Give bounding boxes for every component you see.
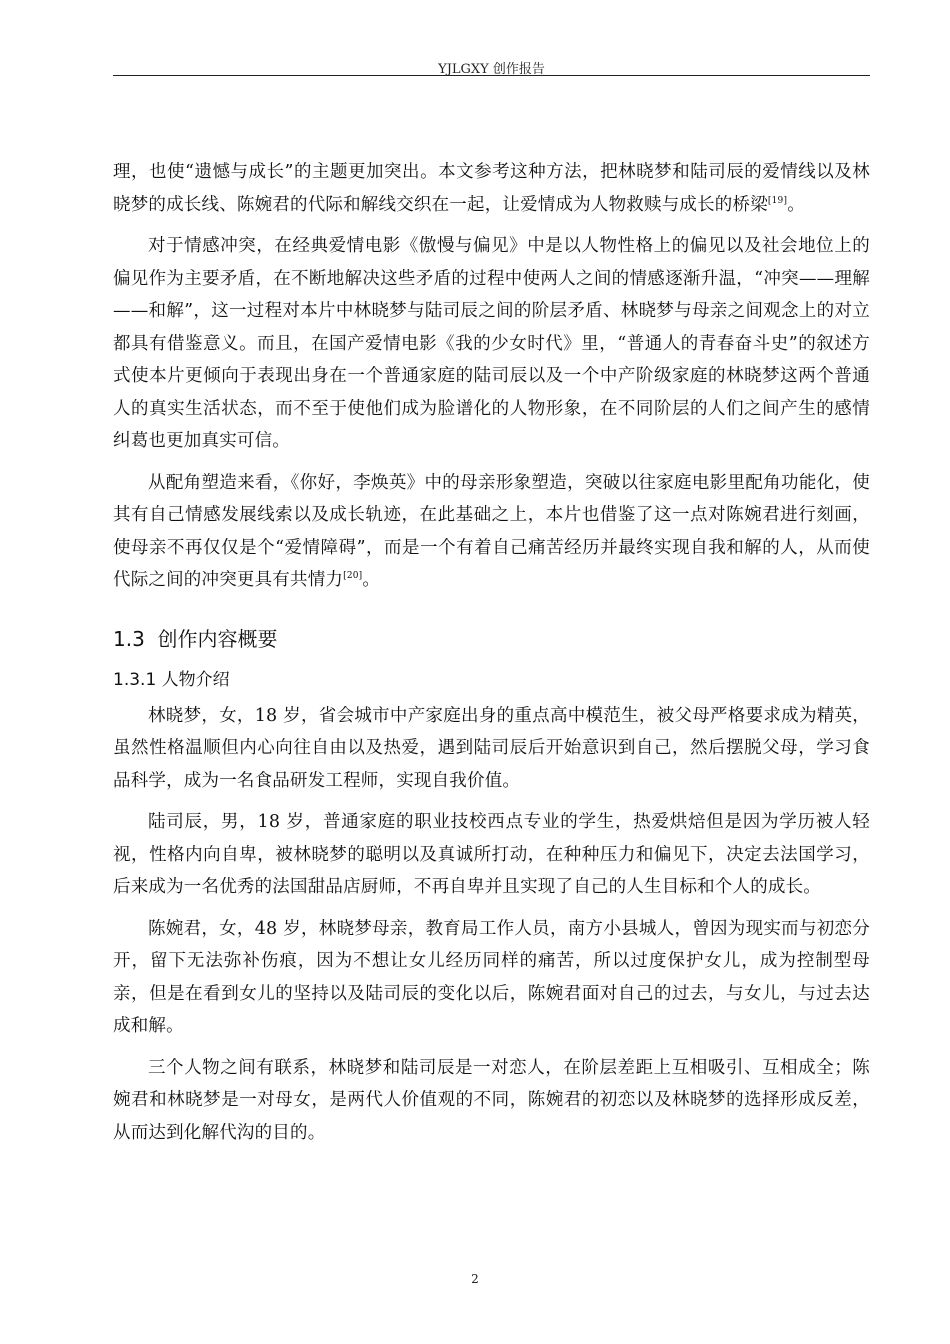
paragraph-text: 理，也使“遗憾与成长”的主题更加突出。本文参考这种方法，把林晓梦和陆司辰的爱情线以及林晓梦的成长线、陈婉君的代际和解线交织在一起，让爱情成为人物救赎与成长的桥梁 <box>113 162 870 215</box>
subsection-number: 1.3.1 <box>113 669 157 690</box>
character-lu-sichen: 陆司辰，男，18 岁，普通家庭的职业技校西点专业的学生，热爱烘焙但是因为学历被人轻视，性格内向自卑，被林晓梦的聪明以及真诚所打动，在种种压力和偏见下，决定去法国学习，后来成为一名优秀的法国甜品店厨师，不再自卑并且实现了自己的人生目标和个人的成长。 <box>113 812 870 897</box>
running-header: YJLGXY 创作报告 <box>438 62 545 77</box>
paragraph-emotional-conflict: 对于情感冲突，在经典爱情电影《傲慢与偏见》中是以人物性格上的偏见以及社会地位上的偏见作为主要矛盾，在不断地解决这些矛盾的过程中使两人之间的情感逐渐升温，“冲突——理解——和解”，这一过程对本片中林晓梦与陆司辰之间的阶层矛盾、林晓梦与母亲之间观念上的对立都具有借鉴意义。而且，在国产爱情电影《我的少女时代》里，“普通人的青春奋斗史”的叙述方式使本片更倾向于表现出身在一个普通家庭的陆司辰以及一个中产阶级家庭的林晓梦这两个普通人的真实生活状态，而不至于使他们成为脸谱化的人物形象，在不同阶层的人们之间产生的感情纠葛也更加真实可信。 <box>113 236 870 451</box>
citation-20: [20] <box>343 571 363 582</box>
paragraph-supporting-roles <box>113 467 870 597</box>
character-chen-wanjun: 陈婉君，女，48 岁，林晓梦母亲，教育局工作人员，南方小县城人，曾因为现实而与初恋分开，留下无法弥补伤痕，因为不想让女儿经历同样的痛苦，所以过度保护女儿，成为控制型母亲，但是在看到女儿的坚持以及陆司辰的变化以后，陈婉君面对自己的过去，与女儿，与过去达成和解。 <box>113 918 870 1036</box>
page-number: 2 <box>471 1272 479 1286</box>
section-heading <box>113 622 870 656</box>
paragraph-text: 从配角塑造来看，《你好，李焕英》中的母亲形象塑造，突破以往家庭电影里配角功能化，使其有自己情感发展线索以及成长轨迹，在此基础之上，本片也借鉴了这一点对陈婉君进行刻画，使母亲不再仅仅是个“爱情障碍”，而是一个有着自己痛苦经历并最终实现自我和解的人，从而使代际之间的冲突更具有共情力 <box>113 472 870 590</box>
body-text <box>113 156 870 1158</box>
section-number: 1.3 <box>113 626 145 651</box>
character-lin-xiaomeng: 林晓梦，女，18 岁，省会城市中产家庭出身的重点高中模范生，被父母严格要求成为精英，虽然性格温顺但内心向往自由以及热爱，遇到陆司辰后开始意识到自己，然后摆脱父母，学习食品科学，成为一名食品研发工程师，实现自我价值。 <box>113 705 870 791</box>
paragraph-end: 。 <box>362 570 381 590</box>
paragraph-continuation <box>113 156 870 221</box>
paragraph-end: 。 <box>787 194 805 215</box>
subsection-title: 人物介绍 <box>161 669 230 690</box>
section-title: 创作内容概要 <box>157 626 278 651</box>
character-relationships: 三个人物之间有联系，林晓梦和陆司辰是一对恋人，在阶层差距上互相吸引、互相成全；陈婉君和林晓梦是一对母女，是两代人价值观的不同，陈婉君的初恋以及林晓梦的选择形成反差，从而达到化解代沟的目的。 <box>113 1057 870 1143</box>
subsection-heading <box>113 664 870 696</box>
header-rule <box>113 75 870 76</box>
citation-19: [19] <box>767 195 788 206</box>
